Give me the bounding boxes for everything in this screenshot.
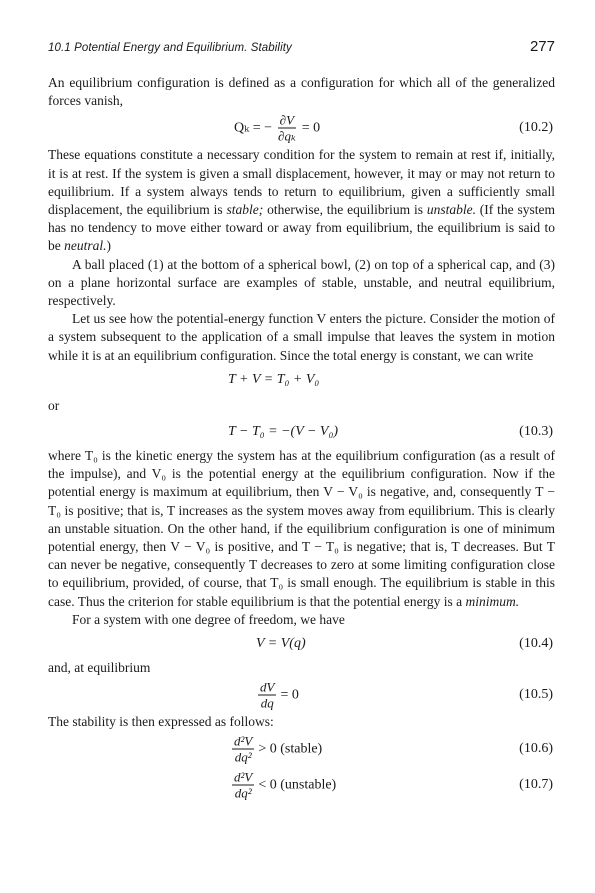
equation-10-2-fraction xyxy=(276,113,298,144)
equation-10-2-lhs: Qₖ = − xyxy=(234,120,273,136)
paragraph-ball-examples: A ball placed (1) at the bottom of a spherical bowl, (2) on top of a spherical cap, and (3) on a plane horizontal surface are examples of stable, unstable, and neutral equilibrium, respectively. xyxy=(48,256,555,309)
running-head: 10.1 Potential Energy and Equilibrium. Stability xyxy=(48,42,292,54)
equation-10-6-rhs: > 0 (stable) xyxy=(258,741,323,757)
equation-10-6-numerator: d²V xyxy=(234,733,253,749)
equation-10-7-denominator: dq² xyxy=(234,785,252,801)
equation-number-10-6: (10.6) xyxy=(519,741,553,757)
equation-10-6-denominator: dq² xyxy=(234,749,252,765)
equation-10-6 xyxy=(48,731,555,767)
page-body xyxy=(48,74,555,803)
equation-energy-conservation xyxy=(48,365,555,395)
page-header xyxy=(48,38,555,62)
paragraph-equilibrium-definition: An equilibrium configuration is defined as a configuration for which all of the generalized forces vanish, xyxy=(48,75,555,109)
paragraph-potential-energy: Let us see how the potential-energy function V enters the picture. Consider the motion of a system subsequent to the application of a small impulse that leaves the system in motion while it is at an equilibrium configuration. Since the total energy is constant, we can write xyxy=(48,311,555,363)
equation-10-6-fraction xyxy=(232,734,254,765)
equation-10-5-fraction xyxy=(258,680,276,711)
equation-10-2-numerator: ∂V xyxy=(279,112,295,128)
term-minimum: minimum. xyxy=(465,593,520,609)
text-run: ) xyxy=(106,238,111,254)
paragraph-stability-definition xyxy=(48,146,555,255)
equation-10-4-text: V = V(q) xyxy=(256,635,306,651)
paragraph-one-degree: For a system with one degree of freedom, we have xyxy=(72,611,345,627)
term-stable: stable; xyxy=(226,202,264,218)
equation-number-10-7: (10.7) xyxy=(519,777,553,793)
equation-10-7 xyxy=(48,767,555,803)
equation-10-7-numerator: d²V xyxy=(234,769,253,785)
equation-number-10-3: (10.3) xyxy=(519,423,553,439)
equation-10-4 xyxy=(48,629,555,659)
equation-10-7-fraction xyxy=(232,770,254,801)
equation-10-5 xyxy=(48,677,555,713)
equation-10-2-denominator: ∂qₖ xyxy=(278,128,296,144)
text-run: (If the system has no tendency to move either toward or away from equilibrium, the equilibrium is said to be xyxy=(48,202,555,254)
text-run: otherwise, the equilibrium is xyxy=(263,202,427,218)
term-unstable: unstable. xyxy=(426,202,476,218)
connector-at-equilibrium: and, at equilibrium xyxy=(48,660,151,676)
equation-10-3-text: T − T₀ = −(V − V₀) xyxy=(228,423,339,439)
equation-10-2-rhs: = 0 xyxy=(301,120,321,136)
text-run: These equations constitute a necessary condition for the system to remain at rest if, initially, it is at rest. If the system is given a small displacement, however, it may or may not return to equilibrium. If a system always tends to return to equilibrium, given a sufficiently small displacement, the equilibrium is xyxy=(48,147,555,218)
equation-energy-text: T + V = T₀ + V₀ xyxy=(228,371,320,387)
page-number: 277 xyxy=(529,38,555,55)
connector-or: or xyxy=(48,397,60,413)
text-run: where T₀ is the kinetic energy the system has at the equilibrium configuration (as a result of the impulse), and V₀ is the potential energy at the equilibrium configuration. Now if the potential energy is maximum at equilibrium, then V − V₀ is negative, and, consequently T − T₀ is positive; that is, T increases as the system moves away from equilibrium. This is clearly an unstable situation. On the other hand, if the equilibrium configuration is one of minimum potential energy, then V − V₀ is positive, and T − T₀ is negative; that is, T decreases. But T can never be negative, consequently T decreases to zero at some limiting configuration close to equilibrium, provided, of course, that T₀ is small enough. The equilibrium is stable in this case. Thus the criterion for stable equilibrium is that the potential energy is a xyxy=(48,448,555,609)
equation-10-3 xyxy=(48,417,555,447)
equation-number-10-5: (10.5) xyxy=(519,687,553,703)
paragraph-stability-argument xyxy=(48,447,555,611)
equation-10-5-denominator: dq xyxy=(260,695,274,711)
equation-10-7-rhs: < 0 (unstable) xyxy=(258,777,337,793)
equation-number-10-4: (10.4) xyxy=(519,635,553,651)
paragraph-stability-expressed: The stability is then expressed as follows: xyxy=(48,714,274,730)
equation-number-10-2: (10.2) xyxy=(519,120,553,136)
equation-10-5-rhs: = 0 xyxy=(280,687,299,703)
term-neutral: neutral. xyxy=(64,238,107,254)
equation-10-5-numerator: dV xyxy=(260,679,275,695)
equation-10-2 xyxy=(48,110,555,146)
